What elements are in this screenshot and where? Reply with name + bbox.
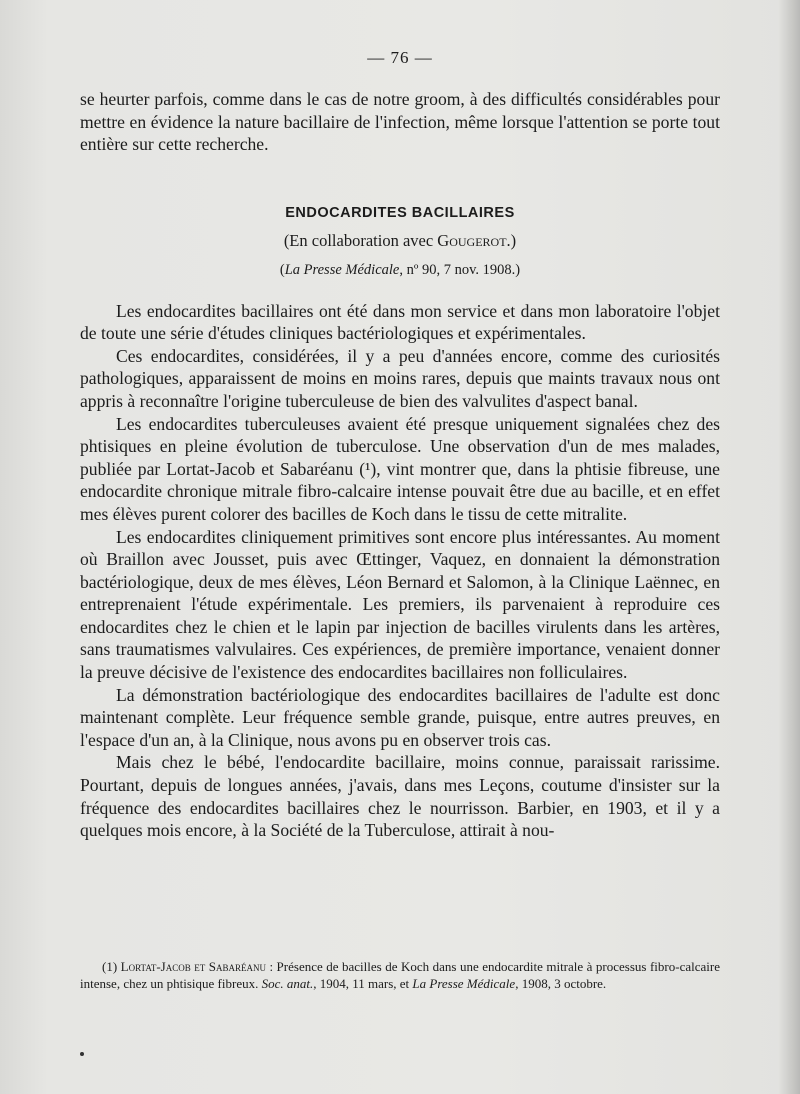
paragraph-2: Ces endocardites, considérées, il y a peu d'années encore, comme des curiosités pathologiques, apparaissent de moins en moins rares, depuis que maints travaux nous ont appris à reconnaître l'origine tuberculeuse de bien des valvulites d'aspect banal. [80, 345, 720, 411]
article-title: ENDOCARDITES BACILLAIRES [285, 204, 515, 221]
paragraph-1: Les endocardites bacillaires ont été dans mon service et dans mon laboratoire l'objet de toute une série d'études cliniques bactériologiques et expérimentales. [80, 300, 720, 344]
paragraph-5: La démonstration bactériologique des endocardites bacillaires de l'adulte est donc maintenant complète. Leur fréquence semble grande, puisque, entre autres preuves, en l'espace d'un an, à la Clinique, nous avons pu en observer trois cas. [80, 684, 720, 750]
footnote-journal-2: La Presse Médicale [412, 976, 516, 991]
collab-name: Gougerot [437, 231, 507, 251]
paragraph-3: Les endocardites tuberculeuses avaient été presque uniquement signalées chez des phtisiques en pleine évolution de tuberculose. Une observation d'un de mes malades, publiée par Lortat-Jacob et Sabaréanu (¹), vint montrer que, dans la phtisie fibreuse, une endocardite chronique mitrale fibro-calcaire intense pouvait être due au bacille, et en effet mes élèves purent colorer des bacilles de Koch dans le tissu de cette mitralite. [80, 413, 720, 524]
source-citation [80, 259, 720, 282]
footnote-authors: Lortat-Jacob et Sabaréanu [120, 959, 266, 974]
footnote-text: : Présence de bacilles de Koch dans une endocardite mitrale à processus fibro-calcaire intense, chez un phtisique fibreux. [80, 959, 720, 991]
paragraph-4: Les endocardites cliniquement primitives sont encore plus intéressantes. Au moment où Braillon avec Jousset, puis avec Œttinger, Vaquez, en donnaient la démonstration bactériologique, deux de mes élèves, Léon Bernard et Salomon, à la Clinique Laënnec, en entreprenaient l'étude expérimentale. Les premiers, ils parvenaient à reproduire ces endocardites chez le chien et le lapin par injection de bacilles virulents dans les artères, sans traumatismes valvulaires. Ces expériences, de première importance, venaient donner la preuve décisive de l'existence des endocardites bacillaires non folliculaires. [80, 526, 720, 683]
main-text [80, 88, 720, 842]
ink-speck [80, 1052, 84, 1056]
binding-shadow [778, 0, 800, 1094]
footnote-middle: , 1904, 11 mars, et [313, 976, 413, 991]
source-rest: , nº 90, 7 nov. 1908.) [399, 261, 521, 278]
footnote-1 [80, 958, 720, 992]
intro-paragraph: se heurter parfois, comme dans le cas de notre groom, à des difficultés considérables pour mettre en évidence la nature bacillaire de l'infection, même lorsque l'attention se porte tout entière sur cette recherche. [80, 89, 720, 155]
collab-suffix: .) [506, 231, 517, 251]
footnote-end: , 1908, 3 octobre. [515, 976, 607, 991]
source-open: ( [279, 261, 285, 278]
footnote-journal-1: Soc. anat. [261, 976, 314, 991]
footnotes [80, 958, 720, 992]
footnote-marker: (1) [102, 959, 121, 974]
source-journal: La Presse Médicale [284, 261, 400, 278]
collaboration-line [80, 230, 720, 253]
page-number: — 76 — [367, 48, 433, 67]
collab-prefix: (En collaboration avec [283, 231, 438, 251]
paragraph-6: Mais chez le bébé, l'endocardite bacillaire, moins connue, paraissait rarissime. Pourtant, depuis de longues années, j'avais, dans mes Leçons, coutume d'insister sur la fréquence des endocardites bacillaires chez le nourrisson. Barbier, en 1903, et il y a quelques mois encore, à la Société de la Tuberculose, attirait à nou- [80, 752, 720, 841]
